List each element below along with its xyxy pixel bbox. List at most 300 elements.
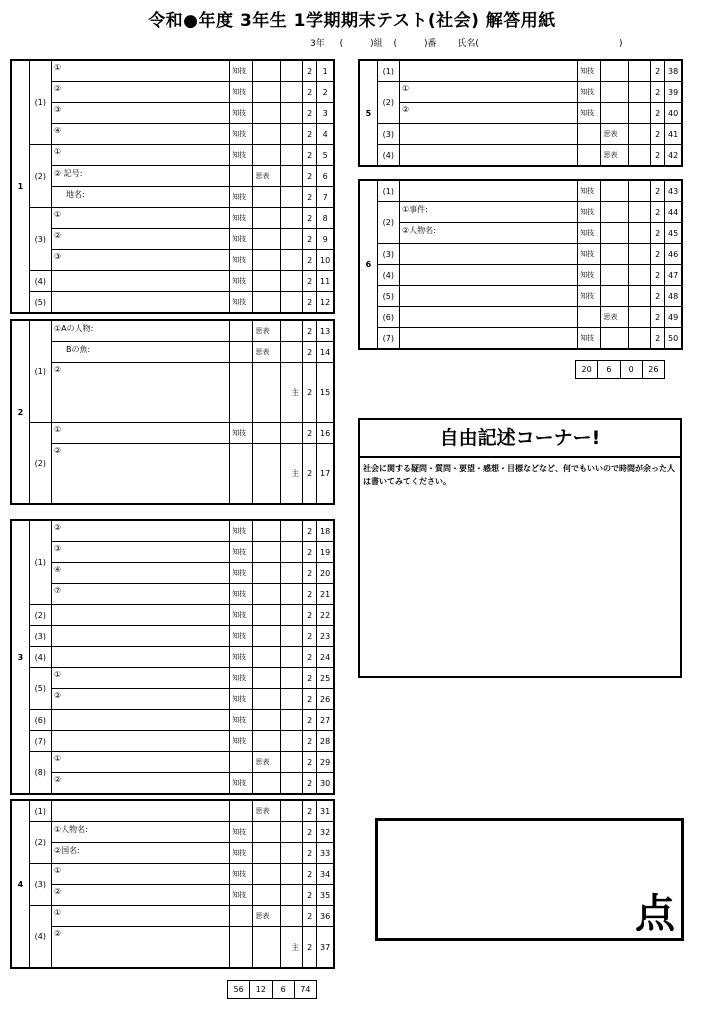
point-cell: 2 <box>303 927 317 969</box>
type-label: 主 <box>280 363 302 423</box>
point-cell: 2 <box>303 668 317 689</box>
section-number: 4 <box>11 800 29 968</box>
answer-cell[interactable]: ①人物名: <box>51 822 229 843</box>
blank-cell <box>601 180 628 202</box>
blank-cell <box>230 320 253 342</box>
blank-cell <box>253 668 280 689</box>
answer-cell[interactable] <box>399 307 577 328</box>
type-label: 知技 <box>230 187 253 208</box>
blank-cell <box>253 689 280 710</box>
total-cell: 12 <box>250 981 272 999</box>
question-number: 11 <box>317 271 334 292</box>
type-label: 知技 <box>230 423 253 444</box>
answer-cell[interactable] <box>51 731 229 752</box>
type-label: 思表 <box>601 124 628 145</box>
answer-cell[interactable]: ① <box>51 60 229 82</box>
question-number: 34 <box>317 864 334 885</box>
point-cell: 2 <box>303 843 317 864</box>
answer-cell[interactable]: ② <box>51 689 229 710</box>
blank-cell <box>253 647 280 668</box>
total-cell: 56 <box>228 981 250 999</box>
sub-question: (2) <box>377 202 399 244</box>
sub-question: (1) <box>377 60 399 82</box>
blank-cell <box>280 710 302 731</box>
question-number: 39 <box>665 82 682 103</box>
sub-question: (2) <box>29 423 51 505</box>
question-number: 1 <box>317 60 334 82</box>
blank-cell <box>280 271 302 292</box>
type-label: 知技 <box>230 731 253 752</box>
sub-question: (1) <box>29 320 51 423</box>
blank-cell <box>253 271 280 292</box>
point-cell: 2 <box>303 626 317 647</box>
type-label: 知技 <box>230 584 253 605</box>
blank-cell <box>253 124 280 145</box>
blank-cell <box>253 444 280 505</box>
answer-cell[interactable]: ①事件: <box>399 202 577 223</box>
blank-cell <box>280 520 302 542</box>
blank-cell <box>280 584 302 605</box>
section-3-table <box>10 519 335 795</box>
point-cell: 2 <box>303 250 317 271</box>
student-info <box>310 36 622 49</box>
type-label: 知技 <box>230 145 253 166</box>
type-label: 知技 <box>230 271 253 292</box>
name-close: ) <box>618 39 623 49</box>
sub-question: (5) <box>29 292 51 314</box>
answer-cell[interactable] <box>399 145 577 167</box>
blank-cell <box>601 223 628 244</box>
sub-question: (3) <box>29 626 51 647</box>
question-number: 43 <box>665 180 682 202</box>
blank-cell <box>628 307 650 328</box>
type-label: 知技 <box>578 328 601 350</box>
answer-cell[interactable] <box>399 244 577 265</box>
blank-cell <box>253 731 280 752</box>
answer-cell[interactable]: ② <box>51 773 229 795</box>
type-label: 知技 <box>230 822 253 843</box>
point-cell: 2 <box>651 202 665 223</box>
score-box[interactable] <box>375 818 684 941</box>
blank-cell <box>628 265 650 286</box>
sub-question: (2) <box>29 822 51 864</box>
section-5-table <box>358 59 683 167</box>
name-label: 氏名( <box>457 39 479 49</box>
type-label: 知技 <box>230 843 253 864</box>
point-cell: 2 <box>303 800 317 822</box>
totals-right <box>575 360 665 379</box>
question-number: 3 <box>317 103 334 124</box>
question-number: 7 <box>317 187 334 208</box>
blank-cell <box>253 292 280 314</box>
blank-cell <box>280 124 302 145</box>
question-number: 38 <box>665 60 682 82</box>
blank-cell <box>628 244 650 265</box>
question-number: 37 <box>317 927 334 969</box>
sub-question: (3) <box>29 208 51 271</box>
answer-cell[interactable]: ③ <box>51 542 229 563</box>
point-cell: 2 <box>303 145 317 166</box>
blank-cell <box>253 82 280 103</box>
section-number: 5 <box>359 60 377 166</box>
blank-cell <box>601 265 628 286</box>
blank-cell <box>230 342 253 363</box>
blank-cell <box>253 605 280 626</box>
answer-cell[interactable]: ② <box>51 520 229 542</box>
blank-cell <box>280 166 302 187</box>
type-label: 思表 <box>253 906 280 927</box>
point-cell: 2 <box>303 864 317 885</box>
question-number: 35 <box>317 885 334 906</box>
point-cell: 2 <box>303 320 317 342</box>
blank-cell <box>230 906 253 927</box>
blank-cell <box>280 342 302 363</box>
question-number: 40 <box>665 103 682 124</box>
blank-cell <box>280 187 302 208</box>
blank-cell <box>280 103 302 124</box>
blank-cell <box>280 885 302 906</box>
answer-cell[interactable] <box>399 124 577 145</box>
sub-question: (1) <box>29 520 51 605</box>
sub-question: (1) <box>29 60 51 145</box>
blank-cell <box>578 145 601 167</box>
class-field[interactable]: ( )組 <box>339 39 383 49</box>
sub-question: (2) <box>377 82 399 124</box>
type-label: 知技 <box>230 885 253 906</box>
type-label: 知技 <box>230 208 253 229</box>
question-number: 50 <box>665 328 682 350</box>
blank-cell <box>253 520 280 542</box>
answer-cell[interactable]: ① <box>399 82 577 103</box>
number-field[interactable]: ( )番 <box>393 39 437 49</box>
total-cell: 0 <box>620 361 642 379</box>
answer-cell[interactable]: ② <box>51 885 229 906</box>
type-label: 知技 <box>230 542 253 563</box>
answer-cell[interactable]: ② <box>399 103 577 124</box>
type-label: 知技 <box>578 82 601 103</box>
type-label: 知技 <box>230 103 253 124</box>
answer-cell[interactable] <box>399 265 577 286</box>
point-cell: 2 <box>303 166 317 187</box>
answer-cell[interactable]: ① <box>51 668 229 689</box>
question-number: 48 <box>665 286 682 307</box>
sub-question: (3) <box>29 864 51 906</box>
point-cell: 2 <box>303 82 317 103</box>
point-cell: 2 <box>651 223 665 244</box>
type-label: 思表 <box>253 166 280 187</box>
blank-cell <box>280 60 302 82</box>
blank-cell <box>628 202 650 223</box>
blank-cell <box>601 60 628 82</box>
sub-question: (2) <box>29 605 51 626</box>
type-label: 知技 <box>578 103 601 124</box>
answer-cell[interactable]: ⑦ <box>51 584 229 605</box>
answer-cell[interactable]: ② <box>51 444 229 505</box>
section-1-table <box>10 59 335 314</box>
point-cell: 2 <box>303 60 317 82</box>
question-number: 23 <box>317 626 334 647</box>
blank-cell <box>253 250 280 271</box>
blank-cell <box>253 363 280 423</box>
answer-cell[interactable]: ③ <box>51 250 229 271</box>
type-label: 知技 <box>230 647 253 668</box>
type-label: 主 <box>280 444 302 505</box>
type-label: 思表 <box>253 800 280 822</box>
question-number: 15 <box>317 363 334 423</box>
section-number: 1 <box>11 60 29 313</box>
answer-cell[interactable]: 地名: <box>51 187 229 208</box>
question-number: 20 <box>317 563 334 584</box>
blank-cell <box>628 328 650 350</box>
point-cell: 2 <box>303 731 317 752</box>
point-cell: 2 <box>651 286 665 307</box>
type-label: 思表 <box>253 752 280 773</box>
question-number: 16 <box>317 423 334 444</box>
type-label: 知技 <box>230 82 253 103</box>
point-cell: 2 <box>303 124 317 145</box>
blank-cell <box>578 307 601 328</box>
question-number: 17 <box>317 444 334 505</box>
sub-question: (4) <box>377 145 399 167</box>
point-cell: 2 <box>651 124 665 145</box>
blank-cell <box>280 82 302 103</box>
point-cell: 2 <box>303 752 317 773</box>
sub-question: (3) <box>377 244 399 265</box>
blank-cell <box>280 423 302 444</box>
question-number: 14 <box>317 342 334 363</box>
blank-cell <box>628 82 650 103</box>
type-label: 知技 <box>230 710 253 731</box>
sub-question: (4) <box>377 265 399 286</box>
type-label: 知技 <box>230 605 253 626</box>
answer-cell[interactable] <box>51 605 229 626</box>
sub-question: (4) <box>29 271 51 292</box>
answer-cell[interactable] <box>51 271 229 292</box>
sub-question: (4) <box>29 647 51 668</box>
free-description-title: 自由記述コーナー! <box>360 420 680 458</box>
blank-cell <box>601 82 628 103</box>
type-label: 知技 <box>578 60 601 82</box>
total-cell: 6 <box>272 981 294 999</box>
blank-cell <box>601 103 628 124</box>
answer-cell[interactable] <box>51 647 229 668</box>
blank-cell <box>601 328 628 350</box>
question-number: 44 <box>665 202 682 223</box>
answer-cell[interactable] <box>399 286 577 307</box>
blank-cell <box>253 626 280 647</box>
blank-cell <box>628 223 650 244</box>
answer-cell[interactable]: ① <box>51 423 229 444</box>
answer-cell[interactable]: ② 記号: <box>51 166 229 187</box>
question-number: 25 <box>317 668 334 689</box>
blank-cell <box>628 145 650 167</box>
point-cell: 2 <box>303 885 317 906</box>
type-label: 知技 <box>230 292 253 314</box>
blank-cell <box>230 444 253 505</box>
type-label: 知技 <box>230 689 253 710</box>
answer-cell[interactable] <box>51 626 229 647</box>
question-number: 46 <box>665 244 682 265</box>
section-4-table <box>10 799 335 969</box>
answer-cell[interactable] <box>399 60 577 82</box>
type-label: 主 <box>280 927 302 969</box>
answer-cell[interactable] <box>51 710 229 731</box>
type-label: 知技 <box>230 250 253 271</box>
point-cell: 2 <box>303 584 317 605</box>
type-label: 知技 <box>230 520 253 542</box>
question-number: 41 <box>665 124 682 145</box>
point-cell: 2 <box>303 423 317 444</box>
type-label: 知技 <box>578 223 601 244</box>
answer-cell[interactable]: ② <box>51 927 229 969</box>
question-number: 26 <box>317 689 334 710</box>
point-cell: 2 <box>651 103 665 124</box>
blank-cell <box>280 773 302 795</box>
point-cell: 2 <box>303 444 317 505</box>
sub-question: (7) <box>377 328 399 350</box>
point-cell: 2 <box>303 773 317 795</box>
answer-cell[interactable]: ① <box>51 752 229 773</box>
question-number: 2 <box>317 82 334 103</box>
blank-cell <box>280 647 302 668</box>
question-number: 36 <box>317 906 334 927</box>
answer-cell[interactable]: ④ <box>51 563 229 584</box>
type-label: 知技 <box>578 265 601 286</box>
type-label: 知技 <box>230 668 253 689</box>
blank-cell <box>280 731 302 752</box>
blank-cell <box>253 208 280 229</box>
question-number: 30 <box>317 773 334 795</box>
blank-cell <box>253 60 280 82</box>
blank-cell <box>628 286 650 307</box>
question-number: 9 <box>317 229 334 250</box>
type-label: 知技 <box>230 563 253 584</box>
sub-question: (6) <box>29 710 51 731</box>
sub-question: (8) <box>29 752 51 795</box>
sub-question: (2) <box>29 145 51 208</box>
answer-cell[interactable]: ① <box>51 145 229 166</box>
answer-cell[interactable]: Bの魚: <box>51 342 229 363</box>
blank-cell <box>253 187 280 208</box>
blank-cell <box>280 752 302 773</box>
answer-cell[interactable]: ① <box>51 208 229 229</box>
blank-cell <box>253 145 280 166</box>
point-cell: 2 <box>651 180 665 202</box>
answer-cell[interactable] <box>399 180 577 202</box>
type-label: 知技 <box>578 202 601 223</box>
question-number: 5 <box>317 145 334 166</box>
answer-cell[interactable]: ②国名: <box>51 843 229 864</box>
type-label: 思表 <box>253 342 280 363</box>
type-label: 知技 <box>578 180 601 202</box>
blank-cell <box>280 292 302 314</box>
type-label: 思表 <box>601 307 628 328</box>
point-cell: 2 <box>303 563 317 584</box>
blank-cell <box>253 710 280 731</box>
question-number: 49 <box>665 307 682 328</box>
point-cell: 2 <box>303 208 317 229</box>
answer-cell[interactable] <box>51 292 229 314</box>
blank-cell <box>230 800 253 822</box>
type-label: 知技 <box>230 864 253 885</box>
question-number: 24 <box>317 647 334 668</box>
answer-cell[interactable]: ② <box>51 82 229 103</box>
answer-cell[interactable]: ① <box>51 864 229 885</box>
sub-question: (4) <box>29 906 51 969</box>
blank-cell <box>280 800 302 822</box>
score-unit-label: 点 <box>635 891 675 937</box>
point-cell: 2 <box>651 307 665 328</box>
question-number: 6 <box>317 166 334 187</box>
question-number: 22 <box>317 605 334 626</box>
point-cell: 2 <box>303 342 317 363</box>
blank-cell <box>280 626 302 647</box>
blank-cell <box>253 563 280 584</box>
sub-question: (3) <box>377 124 399 145</box>
blank-cell <box>578 124 601 145</box>
type-label: 知技 <box>230 626 253 647</box>
sub-question: (5) <box>377 286 399 307</box>
type-label: 知技 <box>230 124 253 145</box>
point-cell: 2 <box>303 103 317 124</box>
blank-cell <box>253 822 280 843</box>
free-description-box[interactable] <box>358 418 682 678</box>
blank-cell <box>628 124 650 145</box>
sub-question: (1) <box>377 180 399 202</box>
answer-cell[interactable]: ② <box>51 363 229 423</box>
question-number: 19 <box>317 542 334 563</box>
blank-cell <box>253 927 280 969</box>
point-cell: 2 <box>651 265 665 286</box>
point-cell: 2 <box>651 328 665 350</box>
point-cell: 2 <box>303 689 317 710</box>
point-cell: 2 <box>303 292 317 314</box>
question-number: 33 <box>317 843 334 864</box>
answer-cell[interactable] <box>399 328 577 350</box>
answer-cell[interactable]: ① <box>51 906 229 927</box>
point-cell: 2 <box>651 60 665 82</box>
question-number: 18 <box>317 520 334 542</box>
section-number: 3 <box>11 520 29 794</box>
point-cell: 2 <box>651 244 665 265</box>
answer-cell[interactable]: ② <box>51 229 229 250</box>
type-label: 知技 <box>578 286 601 307</box>
answer-cell[interactable] <box>51 800 229 822</box>
question-number: 10 <box>317 250 334 271</box>
sub-question: (6) <box>377 307 399 328</box>
point-cell: 2 <box>303 710 317 731</box>
type-label: 知技 <box>230 60 253 82</box>
question-number: 31 <box>317 800 334 822</box>
blank-cell <box>280 250 302 271</box>
blank-cell <box>280 208 302 229</box>
answer-cell[interactable]: ①Aの人物: <box>51 320 229 342</box>
type-label: 思表 <box>253 320 280 342</box>
section-2-table <box>10 319 335 505</box>
answer-cell[interactable]: ②人物名: <box>399 223 577 244</box>
question-number: 47 <box>665 265 682 286</box>
section-6-table <box>358 179 683 350</box>
point-cell: 2 <box>303 520 317 542</box>
question-number: 4 <box>317 124 334 145</box>
blank-cell <box>280 542 302 563</box>
blank-cell <box>230 752 253 773</box>
answer-cell[interactable]: ④ <box>51 124 229 145</box>
answer-cell[interactable]: ③ <box>51 103 229 124</box>
page-title: 令和●年度 3年生 1学期期末テスト(社会) 解答用紙 <box>148 11 556 31</box>
section-number: 6 <box>359 180 377 349</box>
question-number: 27 <box>317 710 334 731</box>
